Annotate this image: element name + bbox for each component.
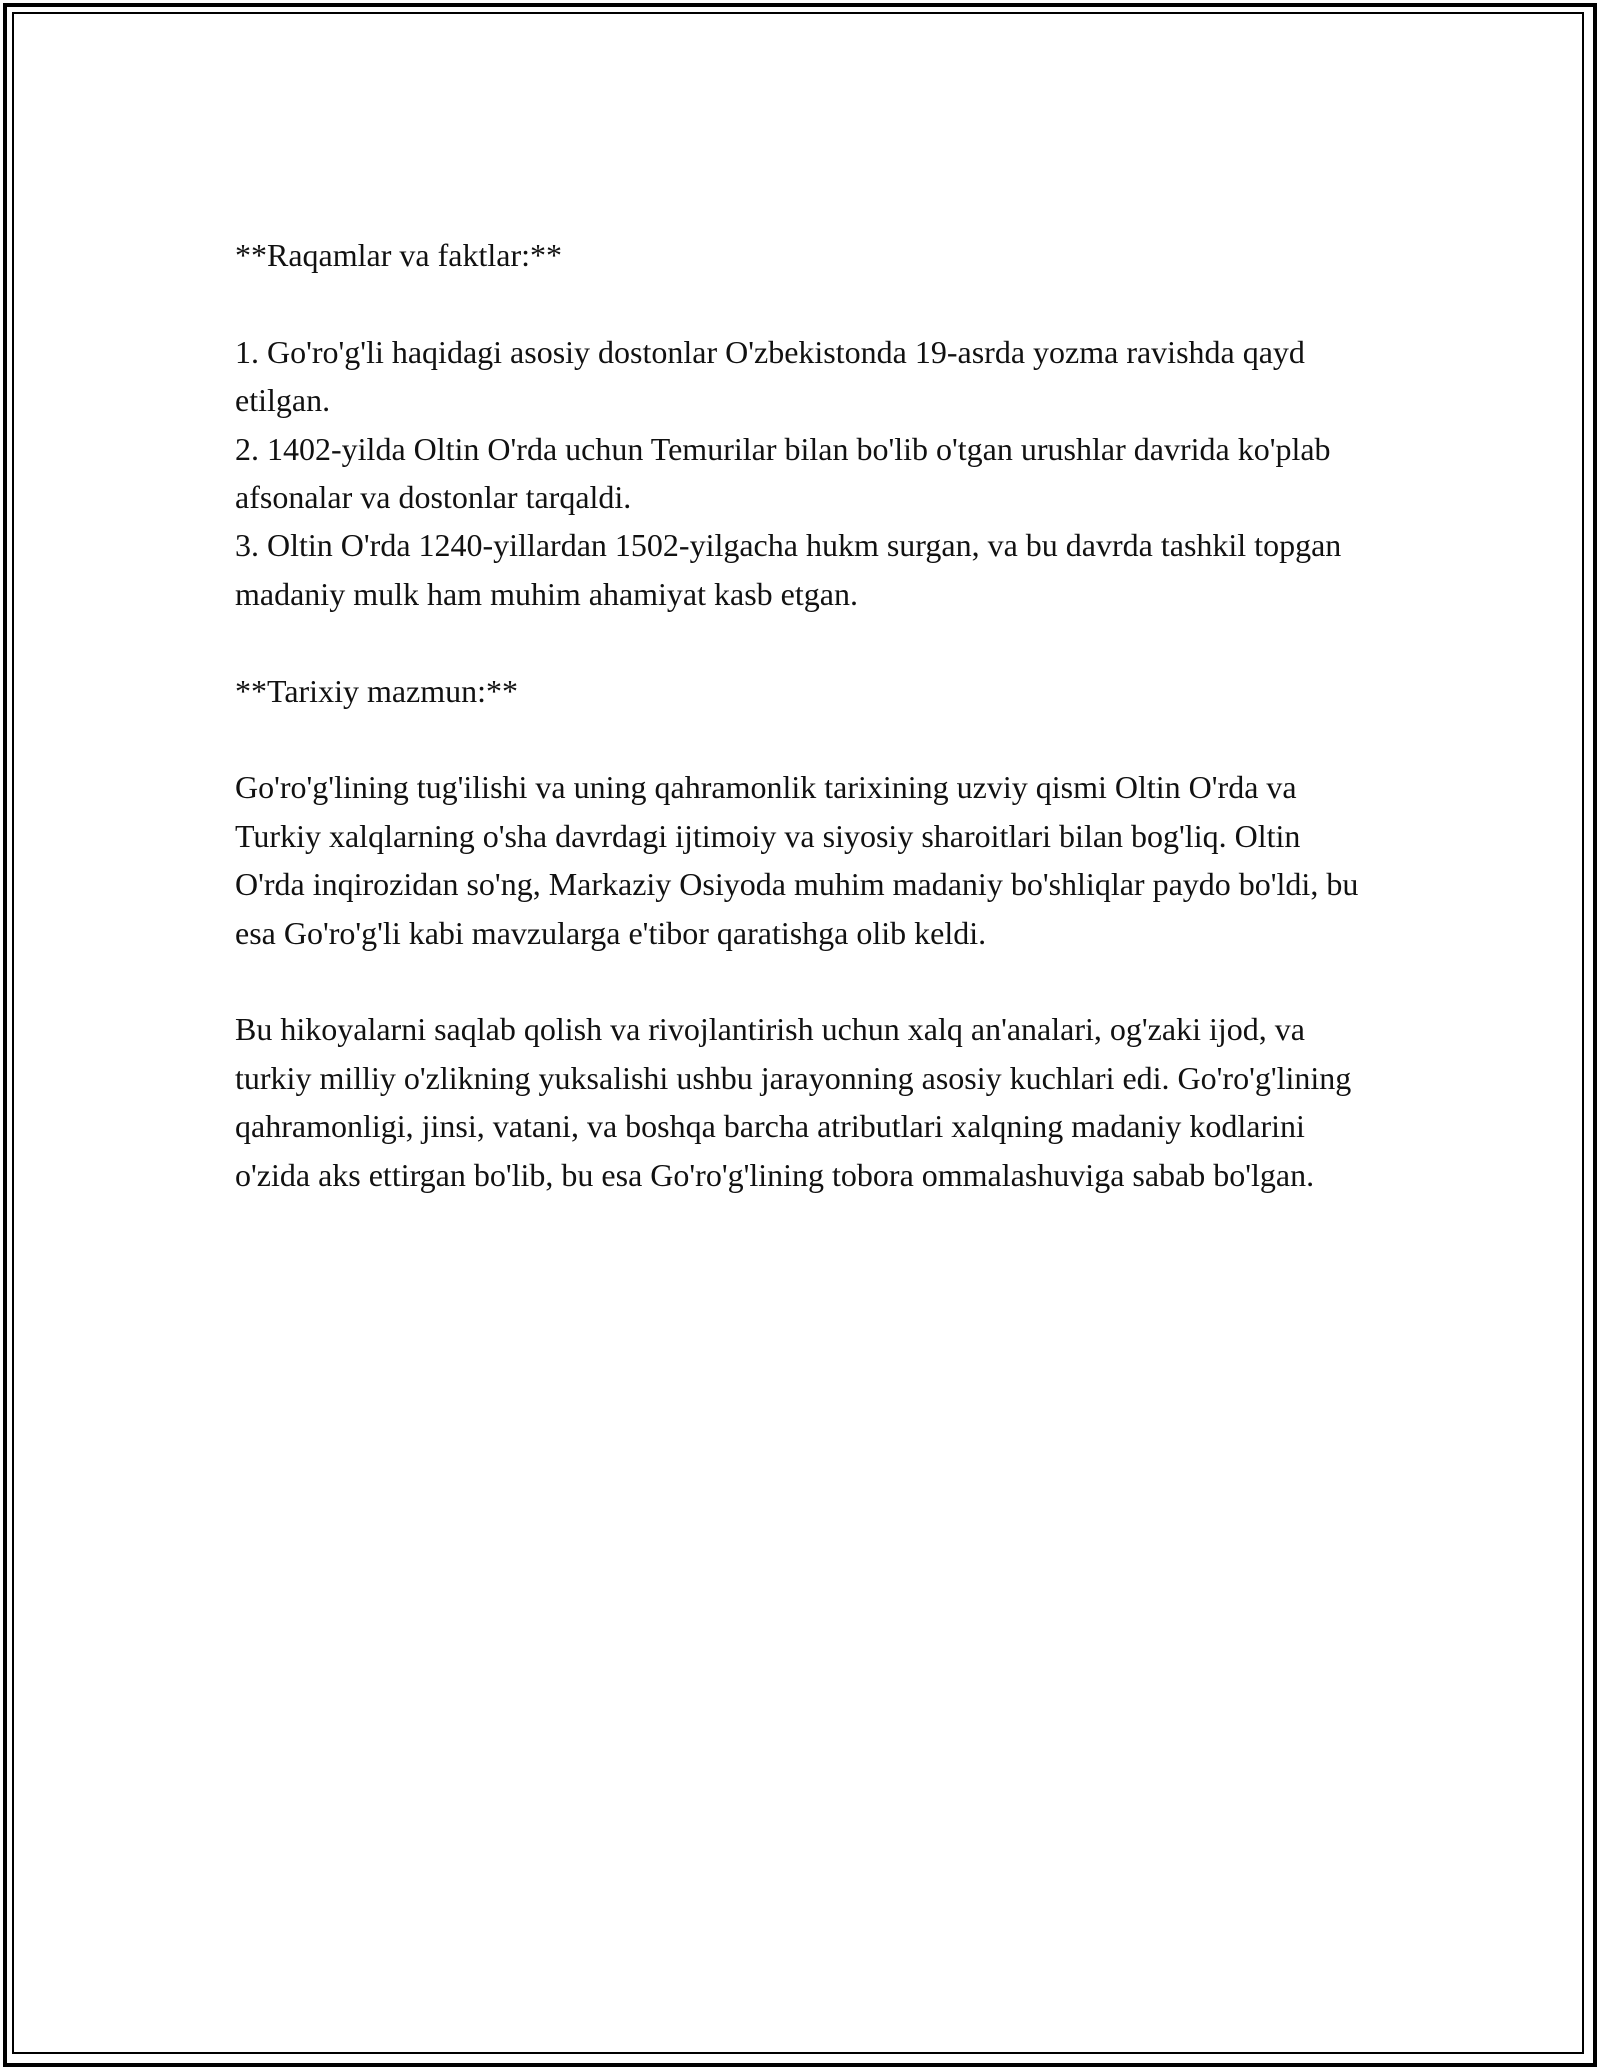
fact-item-2: 2. 1402-yilda Oltin O'rda uchun Temurilar bilan bo'lib o'tgan urushlar davrida ko'plab afsonalar va dostonlar tarqaldi.: [235, 430, 1331, 516]
document-body: [235, 231, 1375, 1199]
fact-item-1: 1. Go'ro'g'li haqidagi asosiy dostonlar O'zbekistonda 19-asrda yozma ravishda qayd etilgan.: [235, 333, 1305, 419]
context-paragraph-2: Bu hikoyalarni saqlab qolish va rivojlantirish uchun xalq an'analari, og'zaki ijod, va turkiy milliy o'zlikning yuksalishi ushbu jarayonning asosiy kuchlari edi. Go'ro'g'lining qahramonligi, jinsi, vatani, va boshqa barcha atributlari xalqning madaniy kodlarini o'zida aks ettirgan bo'lib, bu esa Go'ro'g'lining tobora ommalashuviga sabab bo'lgan.: [235, 1011, 1352, 1193]
facts-heading: **Raqamlar va faktlar:**: [235, 237, 562, 273]
spacer: [235, 279, 1375, 327]
spacer: [235, 618, 1375, 666]
spacer: [235, 715, 1375, 763]
context-heading: **Tarixiy mazmun:**: [235, 672, 519, 709]
spacer: [235, 957, 1375, 1005]
context-paragraph-1: Go'ro'g'lining tug'ilishi va uning qahramonlik tarixining uzviy qismi Oltin O'rda va Turkiy xalqlarning o'sha davrdagi ijtimoiy va siyosiy sharoitlari bilan bog'liq. Oltin O'rda inqirozidan so'ng, Markaziy Osiyoda muhim madaniy bo'shliqlar paydo bo'ldi, bu esa Go'ro'g'li kabi mavzularga e'tibor qaratishga olib keldi.: [235, 769, 1359, 951]
fact-item-3: 3. Oltin O'rda 1240-yillardan 1502-yilgacha hukm surgan, va bu davrda tashkil topgan madaniy mulk ham muhim ahamiyat kasb etgan.: [235, 527, 1342, 612]
